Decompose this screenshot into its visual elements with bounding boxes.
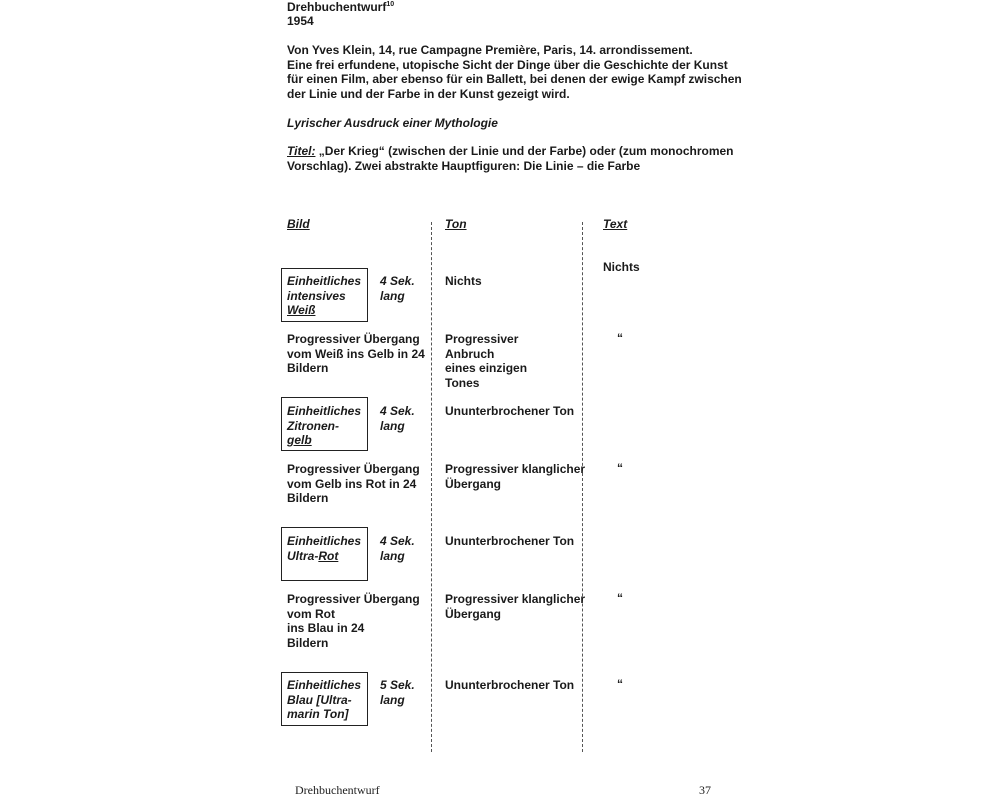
column-header-ton: Ton — [445, 217, 467, 231]
running-footer: Drehbuchentwurf — [295, 783, 380, 797]
title-paragraph — [287, 144, 747, 173]
dauer-cell-r5: 4 Sek. lang — [380, 534, 415, 563]
titel-text-continued: Vorschlag). Zwei abstrakte Hauptfiguren: Die Linie – die Farbe — [287, 158, 641, 173]
text-cell-r1: Nichts — [603, 260, 640, 274]
column-divider-1 — [431, 222, 432, 752]
column-header-text: Text — [603, 217, 628, 231]
document-year: 1954 — [287, 14, 314, 28]
titel-text: „Der Krieg“ (zwischen der Linie und der Farbe) oder (zum monochromen — [315, 144, 734, 158]
ditto-mark-r4: “ — [617, 461, 623, 475]
dauer-cell-r3: 4 Sek. lang — [380, 404, 415, 433]
ton-cell-r5: Ununterbrochener Ton — [445, 534, 575, 548]
subtitle: Lyrischer Ausdruck einer Mythologie — [287, 116, 498, 130]
ton-cell-r4: Progressiver klanglicher Übergang — [445, 462, 586, 491]
ton-cell-r3: Ununterbrochener Ton — [445, 404, 575, 418]
bild-cell-r3: Einheitliches Zitronen- gelb — [287, 404, 362, 447]
ton-cell-r6: Progressiver klanglicher Übergang — [445, 592, 586, 621]
ditto-mark-r6: “ — [617, 591, 623, 605]
bild-cell-r4: Progressiver Übergang vom Gelb ins Rot in 24 Bildern — [287, 462, 420, 505]
ton-cell-r2: Progressiver Anbruch eines einzigen Tones — [445, 332, 528, 390]
page-number: 37 — [699, 783, 711, 797]
ton-cell-r7: Ununterbrochener Ton — [445, 678, 575, 692]
document-title: Drehbuchentwurf$^{10}$ — [287, 0, 395, 14]
bild-cell-r7: Einheitliches Blau [Ultra- marin Ton] — [287, 678, 362, 721]
dauer-cell-r7: 5 Sek. lang — [380, 678, 415, 707]
column-header-bild: Bild — [287, 217, 310, 231]
bild-cell-r6: Progressiver Übergang vom Rot ins Blau in 24 Bildern — [287, 592, 420, 650]
bild-cell-r5: Einheitliches Ultra-Rot — [287, 534, 362, 563]
ditto-mark-r7: “ — [617, 677, 623, 691]
ton-cell-r1: Nichts — [445, 274, 482, 288]
titel-label: Titel: — [287, 144, 316, 158]
ditto-mark-r2: “ — [617, 331, 623, 345]
intro-paragraph: Von Yves Klein, 14, rue Campagne Première, Paris, 14. arrondissement. Eine frei erfundene, utopische Sicht der Dinge über die Geschichte der Kunst für einen Film, aber ebenso für ein Ballett, bei denen der ewige Kampf zwischen der Linie und der Farbe in der Kunst gezeigt wird. — [287, 43, 742, 101]
footnote-reference: 10 — [386, 1, 395, 8]
dauer-cell-r1: 4 Sek. lang — [380, 274, 415, 303]
bild-cell-r1: Einheitliches intensives Weiß — [287, 274, 362, 317]
bild-cell-r2: Progressiver Übergang vom Weiß ins Gelb in 24 Bildern — [287, 332, 425, 375]
